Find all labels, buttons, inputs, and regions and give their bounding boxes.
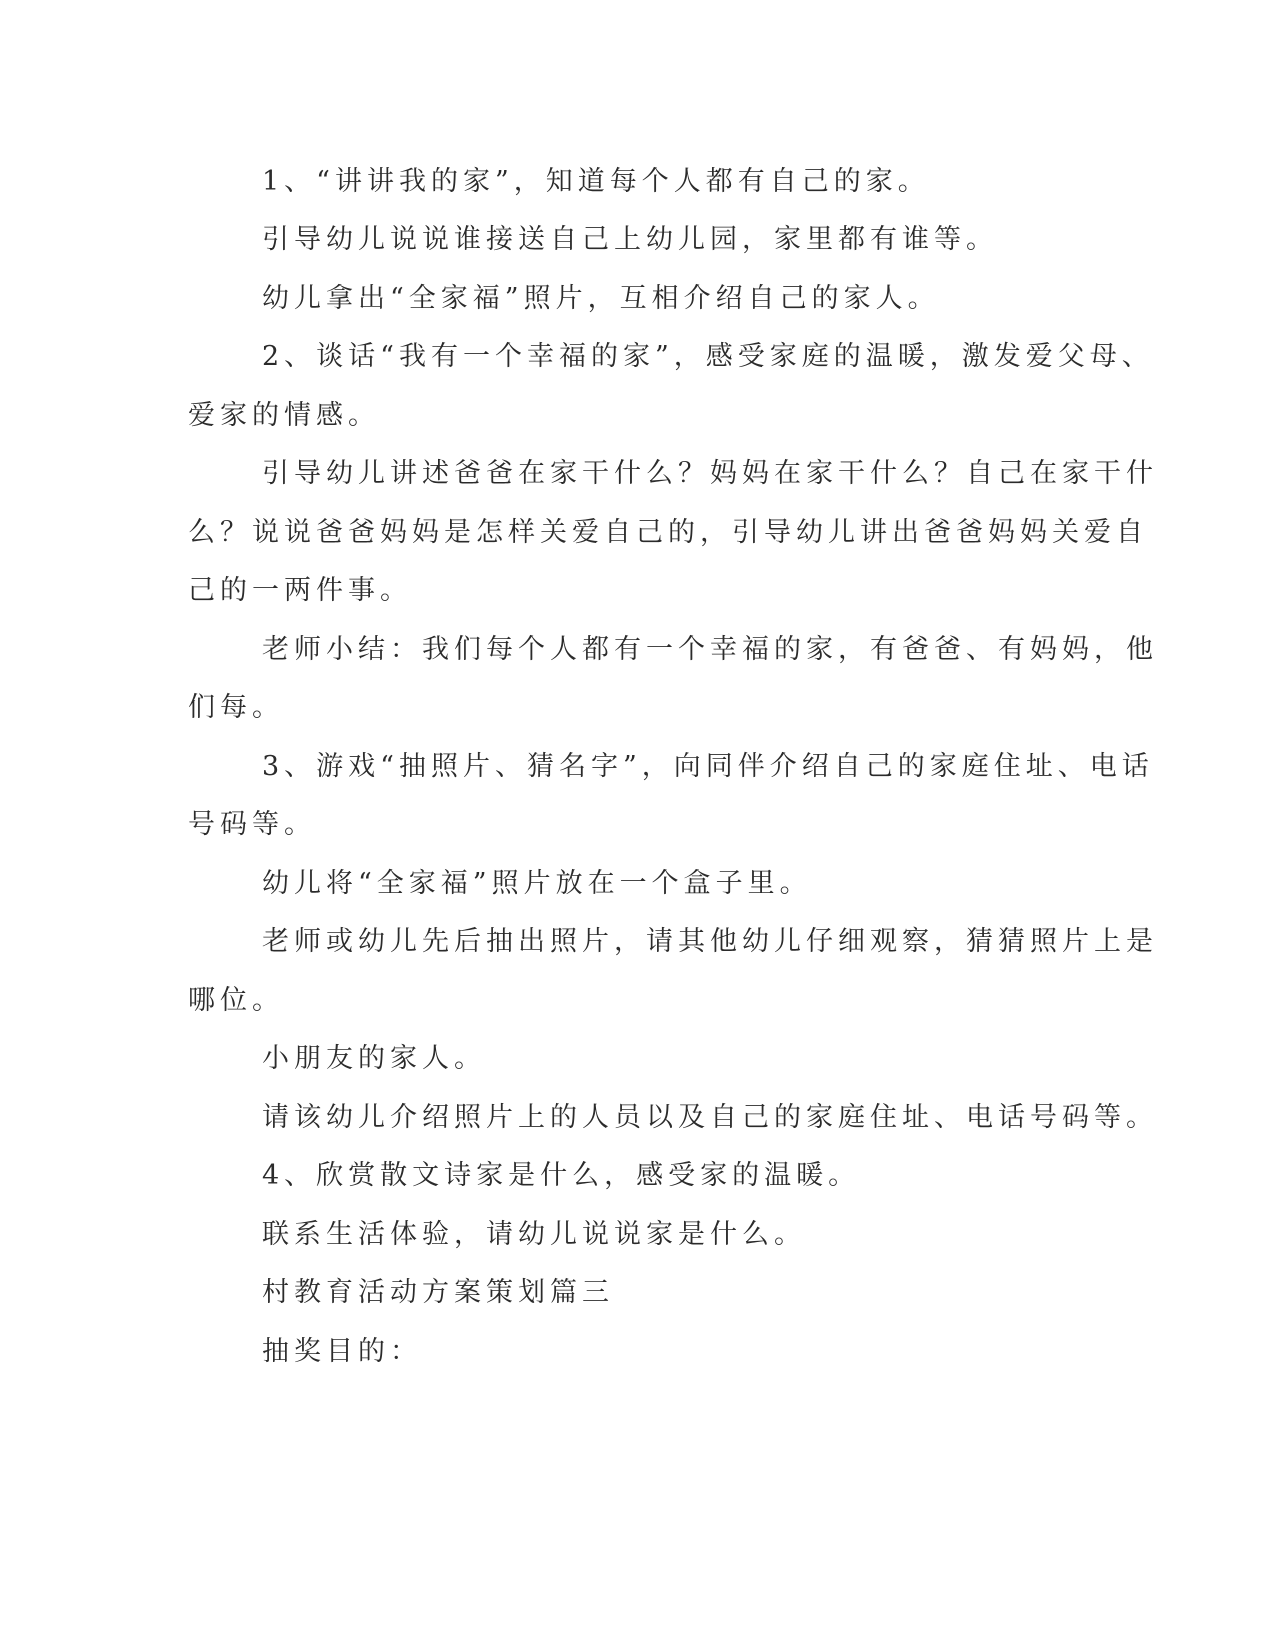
- paragraph-line-11: 3、游戏“抽照片、猜名字”，向同伴介绍自己的家庭住址、电话: [262, 751, 1154, 782]
- paragraph-line-2: 引导幼儿说说谁接送自己上幼儿园，家里都有谁等。: [262, 224, 998, 255]
- document-body: [188, 0, 1158, 1650]
- paragraph-line-13: 幼儿将“全家福”照片放在一个盒子里。: [262, 868, 812, 899]
- paragraph-line-1: 1、“讲讲我的家”，知道每个人都有自己的家。: [262, 166, 930, 197]
- paragraph-line-7: 么？说说爸爸妈妈是怎样关爱自己的，引导幼儿讲出爸爸妈妈关爱自: [188, 517, 1148, 548]
- paragraph-line-5: 爱家的情感。: [188, 400, 380, 431]
- paragraph-line-19: 联系生活体验，请幼儿说说家是什么。: [262, 1219, 806, 1250]
- paragraph-line-15: 哪位。: [188, 985, 284, 1016]
- paragraph-line-8: 己的一两件事。: [188, 575, 412, 606]
- paragraph-line-12: 号码等。: [188, 809, 316, 840]
- section-heading: 村教育活动方案策划篇三: [262, 1277, 614, 1308]
- subheading-line: 抽奖目的：: [262, 1336, 422, 1367]
- paragraph-line-6: 引导幼儿讲述爸爸在家干什么？妈妈在家干什么？自己在家干什: [262, 458, 1158, 489]
- paragraph-line-17: 请该幼儿介绍照片上的人员以及自己的家庭住址、电话号码等。: [262, 1102, 1158, 1133]
- paragraph-line-14: 老师或幼儿先后抽出照片，请其他幼儿仔细观察，猜猜照片上是: [262, 926, 1158, 957]
- paragraph-line-3: 幼儿拿出“全家福”照片，互相介绍自己的家人。: [262, 283, 940, 314]
- paragraph-line-18: 4、欣赏散文诗家是什么，感受家的温暖。: [262, 1160, 861, 1191]
- paragraph-line-16: 小朋友的家人。: [262, 1043, 486, 1074]
- paragraph-line-9: 老师小结：我们每个人都有一个幸福的家，有爸爸、有妈妈，他: [262, 634, 1158, 665]
- paragraph-line-10: 们每。: [188, 692, 284, 723]
- paragraph-line-4: 2、谈话“我有一个幸福的家”，感受家庭的温暖，激发爱父母、: [262, 341, 1154, 372]
